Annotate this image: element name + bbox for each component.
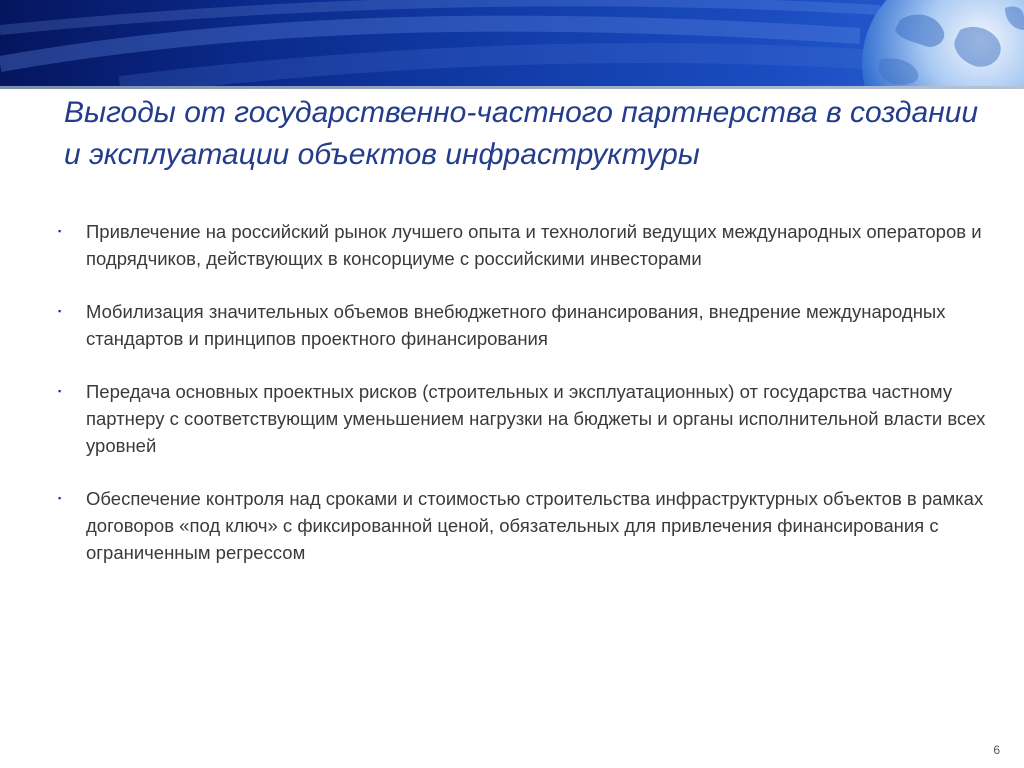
- slide-title: Выгоды от государственно-частного партнерства в создании и эксплуатации объектов инфраструктуры: [64, 96, 979, 171]
- bullet-text: Привлечение на российский рынок лучшего опыта и технологий ведущих международных операторов и подрядчиков, действующих в консорциуме с российскими инвесторами: [86, 221, 982, 269]
- bullet-marker-icon: ▪: [58, 386, 62, 396]
- bullet-marker-icon: ▪: [58, 493, 62, 503]
- bullet-item-3: [56, 378, 996, 459]
- bullet-text: Обеспечение контроля над сроками и стоимостью строительства инфраструктурных объектов в рамках договоров «под ключ» с фиксированной ценой, обязательных для привлечения финансирования с ограниченным регрессом: [86, 488, 984, 563]
- header-banner: [0, 0, 1024, 86]
- globe-icon: [862, 0, 1024, 86]
- bullet-marker-icon: ▪: [58, 226, 62, 236]
- banner-divider: [0, 86, 1024, 89]
- bullet-list: [56, 218, 996, 592]
- bullet-text: Передача основных проектных рисков (строительных и эксплуатационных) от государства частному партнеру с соответствующим уменьшением нагрузки на бюджеты и органы исполнительной власти всех уровней: [86, 381, 986, 456]
- bullet-item-2: [56, 298, 996, 352]
- bullet-marker-icon: ▪: [58, 306, 62, 316]
- banner-graphic: [0, 0, 1024, 86]
- slide-number: 6: [993, 743, 1000, 757]
- bullet-text: Мобилизация значительных объемов внебюджетного финансирования, внедрение международных стандартов и принципов проектного финансирования: [86, 301, 946, 349]
- bullet-item-1: [56, 218, 996, 272]
- bullet-item-4: [56, 485, 996, 566]
